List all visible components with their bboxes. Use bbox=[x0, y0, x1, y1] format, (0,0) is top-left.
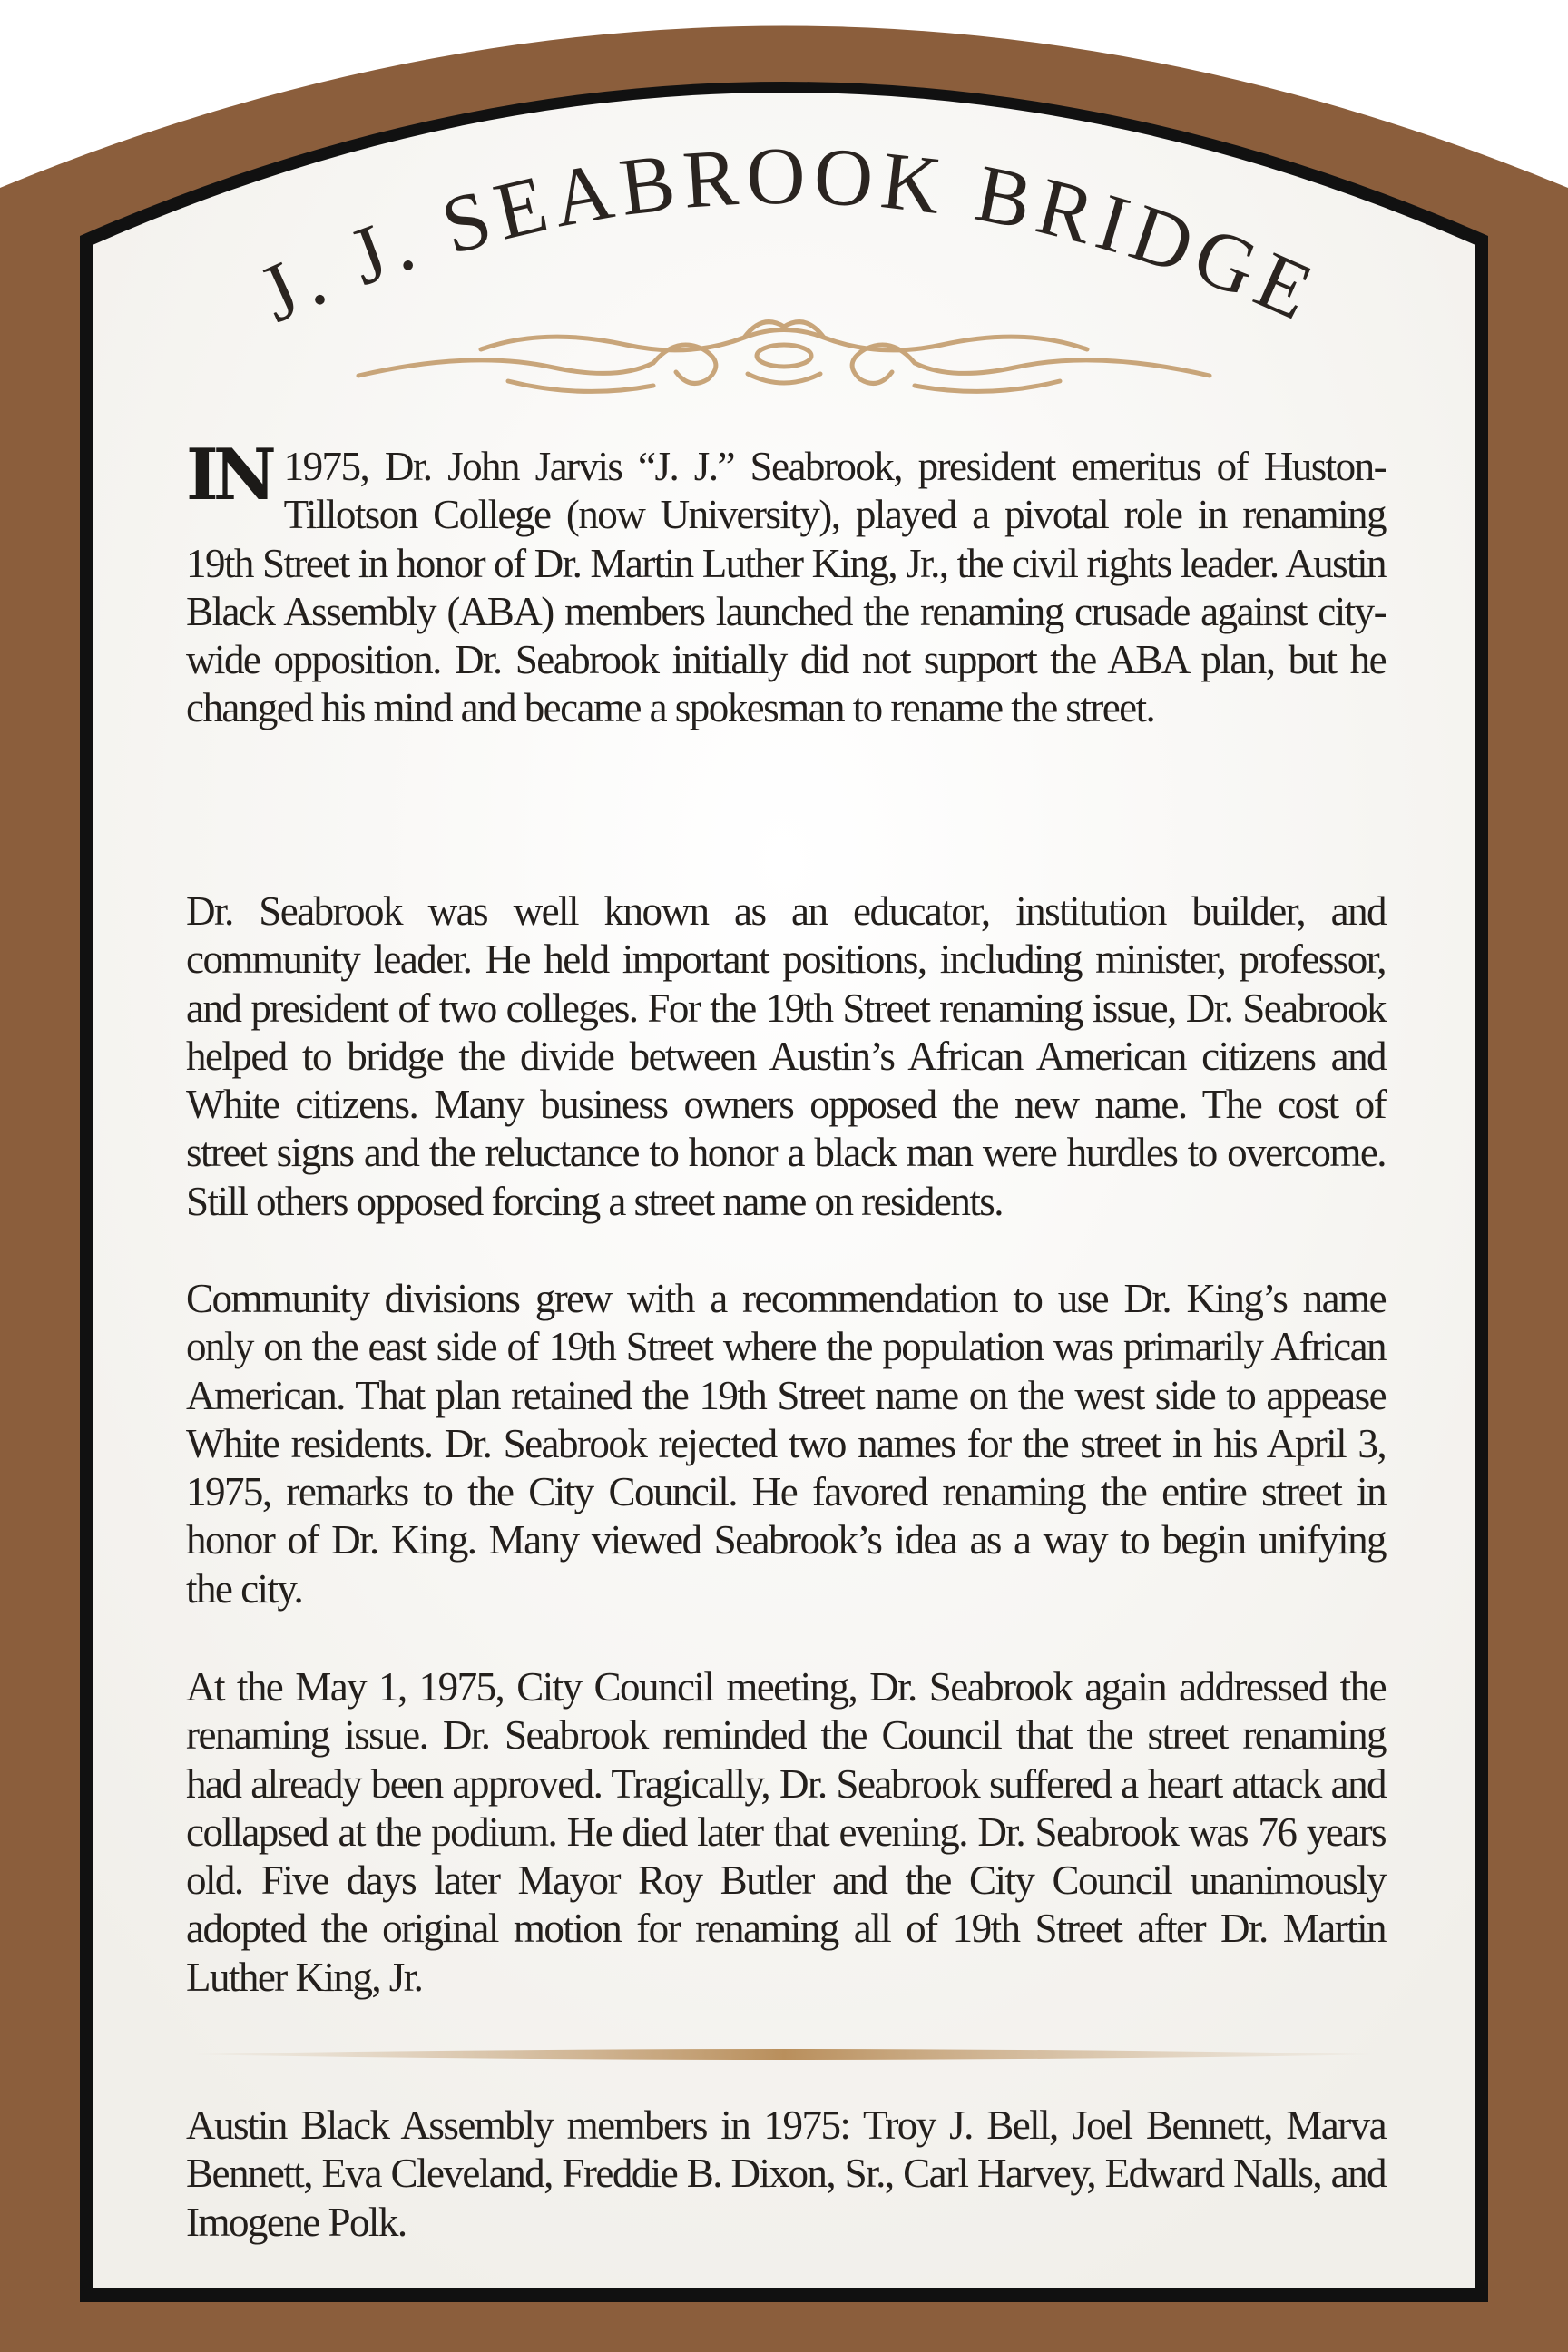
paragraph-1 bbox=[186, 434, 1387, 732]
drop-cap: IN bbox=[186, 434, 271, 516]
main-text bbox=[186, 434, 1387, 2000]
assembly-members-note bbox=[186, 2101, 1386, 2246]
paragraph-1-text: 1975, Dr. John Jarvis “J. J.” Seabrook, president emeritus of Huston-Tillotson College (now University), played a pivotal role in renaming 19th Street in honor of Dr. Martin Luther King, Jr., the civil rights leader. Austin Black Assembly (ABA) members launched the renaming crusade against city-wide opposition. Dr. Seabrook initially did not support the ABA plan, but he changed his mind and became a spokesman to rename the street. bbox=[186, 443, 1387, 731]
paragraph-3: Community divisions grew with a recommendation to use Dr. King’s name only on the east side of 19th Street where the population was primarily African American. That plan retained the 19th Street name on the west side to appease White residents. Dr. Seabrook rejected two names for the street in his April 3, 1975, remarks to the City Council. He favored renaming the entire street in honor of Dr. King. Many viewed Seabrook’s idea as a way to begin unifying the city. bbox=[186, 1275, 1387, 1612]
plaque-title-text: J. J. SEABROOK BRIDGE bbox=[246, 131, 1332, 340]
paragraph-4: At the May 1, 1975, City Council meeting, Dr. Seabrook again addressed the renaming issue. Dr. Seabrook reminded the Council that the street renaming had already been approved. Tragically, Dr. Seabrook suffered a heart attack and collapsed at the podium. He died later that evening. Dr. Seabrook was 76 years old. Five days later Mayor Roy Butler and the City Council unanimously adopted the original motion for renaming all of 19th Street after Dr. Martin Luther King, Jr. bbox=[186, 1663, 1387, 2000]
paragraph-2: Dr. Seabrook was well known as an educator, institution builder, and community leader. He held important positions, including minister, professor, and president of two colleges. For the 19th Street renaming issue, Dr. Seabrook helped to bridge the divide between Austin’s African American citizens and White citizens. Many business owners opposed the new name. The cost of street signs and the reluctance to honor a black man were hurdles to overcome. Still others opposed forcing a street name on residents. bbox=[186, 887, 1387, 1224]
footer-note-text: Austin Black Assembly members in 1975: Troy J. Bell, Joel Bennett, Marva Bennett, Eva Cleveland, Freddie B. Dixon, Sr., Carl Harvey, Edward Nalls, and Imogene Polk. bbox=[186, 2102, 1387, 2245]
